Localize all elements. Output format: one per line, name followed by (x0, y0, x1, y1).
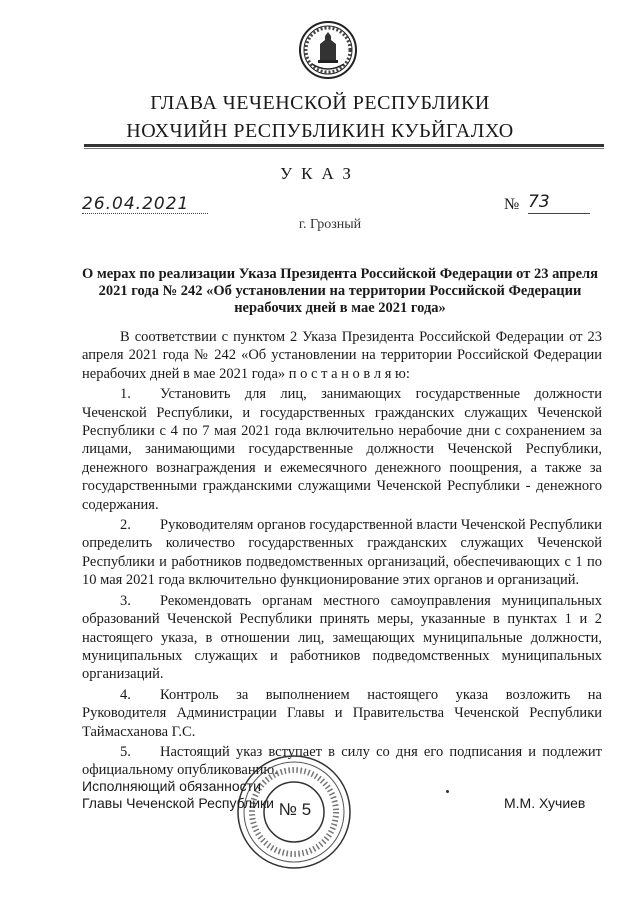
list-item (82, 385, 602, 514)
date-underline (82, 213, 208, 214)
header-divider-thick (84, 144, 604, 147)
intro-paragraph: В соответствии с пунктом 2 Указа Президента Российской Федерации от 23 апреля 2021 года № 242 «Об установлении на территории Российской Федерации нерабочих дней в мае 2021 года» п о с т а н о в л я ю: (82, 329, 602, 382)
issuer-name-russian: ГЛАВА ЧЕЧЕНСКОЙ РЕСПУБЛИКИ (150, 92, 490, 114)
document-type: УКАЗ (280, 164, 360, 183)
issue-city: г. Грозный (298, 217, 362, 232)
signature-mark (446, 790, 449, 793)
item-number: 1. (120, 386, 131, 403)
item-text: Установить для лиц, занимающих государственные должности Чеченской Республики, и государственных гражданских служащих Чеченской Республики с 4 по 7 мая 2021 года включительно нерабочие дни с сохранением за лицами, занимающими государственные должности Чеченской Республики, денежного вознаграждения и ежемесячного денежного поощрения, а также за государственными гражданскими служащими Чеченской Республики - денежного содержания. (82, 386, 602, 513)
document-date: 26.04.2021 (82, 194, 190, 214)
signatory-position (82, 778, 274, 812)
list-item (82, 592, 602, 684)
number-underline (528, 213, 590, 214)
item-text: Рекомендовать органам местного самоуправления муниципальных образований Чеченской Республики принять меры, указанные в пунктах 1 и 2 настоящего указа, в отношении лиц, замещающих муниципальные должности, муниципальных служащих и работников подведомственных муниципальных организаций. (82, 592, 602, 683)
header-divider-thin (84, 148, 604, 149)
item-number: 3. (120, 592, 131, 609)
coat-of-arms-emblem-icon (298, 20, 358, 80)
signatory-name: М.М. Хучиев (504, 795, 586, 811)
item-number: 5. (120, 743, 131, 760)
item-number: 4. (120, 686, 131, 703)
item-text: Контроль за выполнением настоящего указа возложить на Руководителя Администрации Главы и Правительства Чеченской Республики Таймасханова Г.С. (82, 686, 602, 740)
item-number: 2. (120, 517, 131, 534)
list-item (82, 686, 602, 741)
position-line: Главы Чеченской Республики (82, 795, 274, 811)
issuer-name-chechen: НОХЧИЙН РЕСПУБЛИКИН КУЬЙГАЛХО (126, 120, 514, 142)
seal-number: № 5 (278, 800, 312, 819)
list-item (82, 516, 602, 590)
item-text: Настоящий указ вступает в силу со дня его подписания и подлежит официальному опубликованию. (82, 743, 602, 779)
document-body (82, 328, 602, 782)
number-sign: № (504, 196, 520, 213)
item-text: Руководителям органов государственной власти Чеченской Республики определить количество государственных гражданских служащих Чеченской Республики и работников подведомственных организаций, обеспечивающих с 1 по 10 мая 2021 года включительно функционирование этих органов и организаций. (82, 517, 602, 589)
position-line: Исполняющий обязанности (82, 778, 261, 794)
document-number: 73 (528, 192, 550, 212)
document-title: О мерах по реализации Указа Президента Российской Федерации от 23 апреля 2021 года № 242 «Об установлении на территории Российской Федерации нерабочих дней в мае 2021 года» (81, 266, 599, 316)
